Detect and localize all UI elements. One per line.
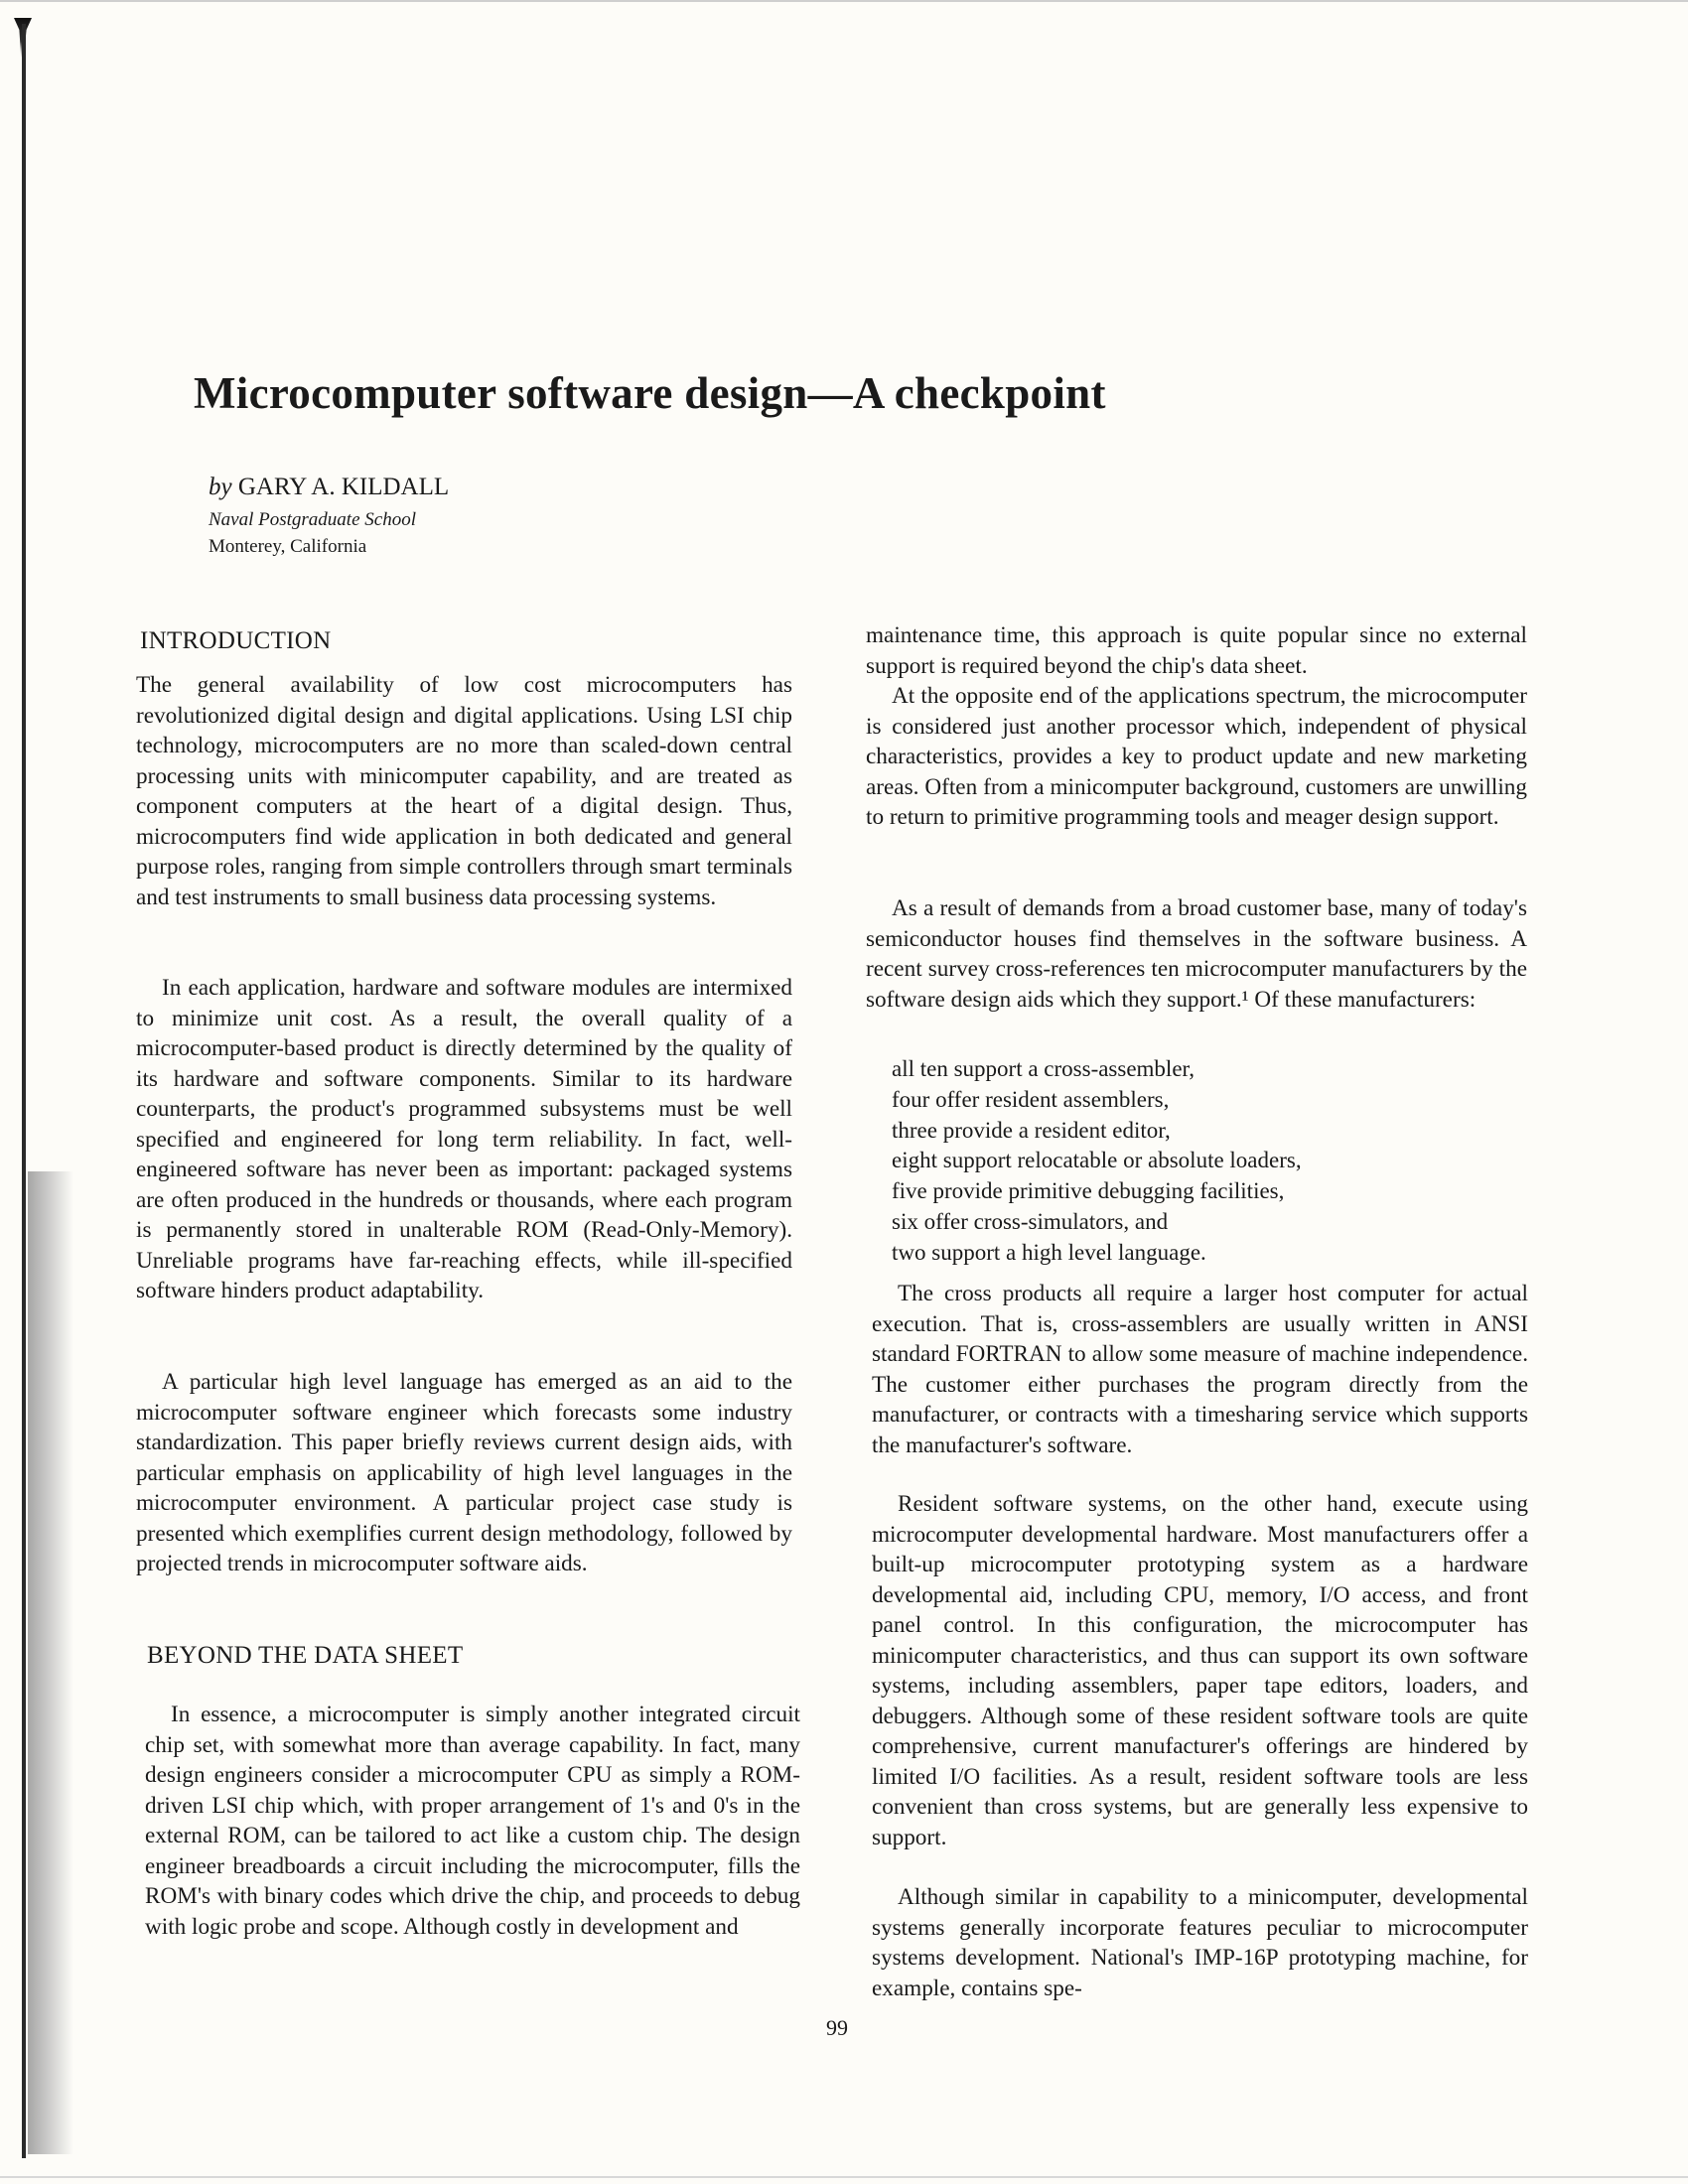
intro-paragraph-1: The general availability of low cost microcomputers has revolutionized digital design and digital applications. Using LSI chip technology, microcomputers are no more than scaled-down central processing units with minicomputer capability, and are treated as component computers at the heart of a digital design. Thus, microcomputers find wide application in both dedicated and general purpose roles, ranging from simple controllers through smart terminals and test instruments to small business data processing systems. (136, 672, 792, 910)
page-number: 99 (826, 2015, 848, 2040)
list-item: six offer cross-simulators, and (892, 1208, 1169, 1234)
list-item: four offer resident assemblers, (892, 1086, 1170, 1112)
right-paragraph-survey-intro: As a result of demands from a broad customer base, many of today's semiconductor houses find themselves in the software business. A recent survey cross-references ten microcomputer manufacturers by the software design aids which they support.¹ Of these manufacturers: (866, 895, 1527, 1013)
byline-prefix: by (209, 474, 232, 500)
list-item: eight support relocatable or absolute loaders, (892, 1148, 1302, 1173)
right-paragraph-cross-products: The cross products all require a larger host computer for actual execution. That is, cross-assemblers are usually written in ANSI standard FORTRAN to allow some measure of machine independence. The customer either purchases the program directly from the manufacturer, or contracts with a timesharing service which supports the manufacturer's software. (872, 1281, 1528, 1458)
author-location: Monterey, California (209, 536, 367, 557)
right-paragraph-applications-spectrum: At the opposite end of the applications spectrum, the microcomputer is considered just another processor which, independent of physical characteristics, provides a key to product update and new marketing areas. Often from a minicomputer background, customers are unwilling to return to primitive programming tools and meager design support. (866, 683, 1527, 830)
list-item: two support a high level language. (892, 1239, 1206, 1265)
list-item: five provide primitive debugging facilities, (892, 1178, 1285, 1204)
section-heading-beyond-data-sheet: BEYOND THE DATA SHEET (147, 1642, 464, 1669)
right-paragraph-developmental-systems: Although similar in capability to a minicomputer, developmental systems generally incorporate features peculiar to microcomputer systems development. National's IMP-16P prototyping machine, for example, contains spe- (872, 1884, 1528, 2001)
right-paragraph-resident-systems: Resident software systems, on the other hand, execute using microcomputer developmental hardware. Most manufacturers offer a built-up microcomputer prototyping system as a hardware developmental aid, including CPU, memory, I/O access, and front panel control. In this configuration, the microcomputer has minicomputer characteristics, and thus can support its own software systems, including assemblers, paper tape editors, loaders, and debuggers. Although some of these resident software tools are quite comprehensive, current manufacturer's offerings are hindered by limited I/O facilities. As a result, resident software tools are less convenient than cross systems, but are generally less expensive to support. (872, 1491, 1528, 1850)
scan-top-rule (0, 0, 1688, 2)
section-heading-introduction: INTRODUCTION (140, 627, 332, 654)
beyond-paragraph-1: In essence, a microcomputer is simply another integrated circuit chip set, with somewhat more than average capability. In fact, many design engineers consider a microcomputer CPU as simply a ROM-driven LSI chip which, with proper arrangement of 1's and 0's in the external ROM, can be tailored to act like a custom chip. The design engineer breadboards a circuit including the microcomputer, fills the ROM's with binary codes which drive the chip, and proceeds to debug with logic probe and scope. Although costly in development and (145, 1702, 800, 1940)
article-title: Microcomputer software design—A checkpoint (194, 368, 1106, 418)
binding-shadow (28, 1171, 73, 2154)
intro-paragraph-3: A particular high level language has emerged as an aid to the microcomputer software engineer which forecasts some industry standardization. This paper briefly reviews current design aids, with particular emphasis on applicability of high level languages in the microcomputer environment. A particular project case study is presented which exemplifies current design methodology, followed by projected trends in microcomputer software aids. (136, 1369, 792, 1576)
scan-bottom-rule (0, 2176, 1688, 2178)
byline (209, 474, 449, 501)
author-name: GARY A. KILDALL (237, 474, 450, 500)
author-affiliation: Naval Postgraduate School (209, 509, 416, 530)
list-item: all ten support a cross-assembler, (892, 1056, 1196, 1081)
list-item: three provide a resident editor, (892, 1117, 1171, 1143)
survey-results-list (892, 1054, 1448, 1269)
right-paragraph-continued: maintenance time, this approach is quite popular since no external support is required beyond the chip's data sheet. (866, 622, 1527, 679)
intro-paragraph-2: In each application, hardware and software modules are intermixed to minimize unit cost. As a result, the overall quality of a microcomputer-based product is directly determined by the quality of its hardware and software components. Similar to its hardware counterparts, the product's programmed subsystems must be well specified and engineered for long term reliability. In fact, well-engineered software has never been as important: packaged systems are often produced in the hundreds or thousands, where each program is permanently stored in unalterable ROM (Read-Only-Memory). Unreliable programs have far-reaching effects, while ill-specified software hinders product adaptability. (136, 975, 792, 1303)
binding-edge (22, 24, 26, 2158)
